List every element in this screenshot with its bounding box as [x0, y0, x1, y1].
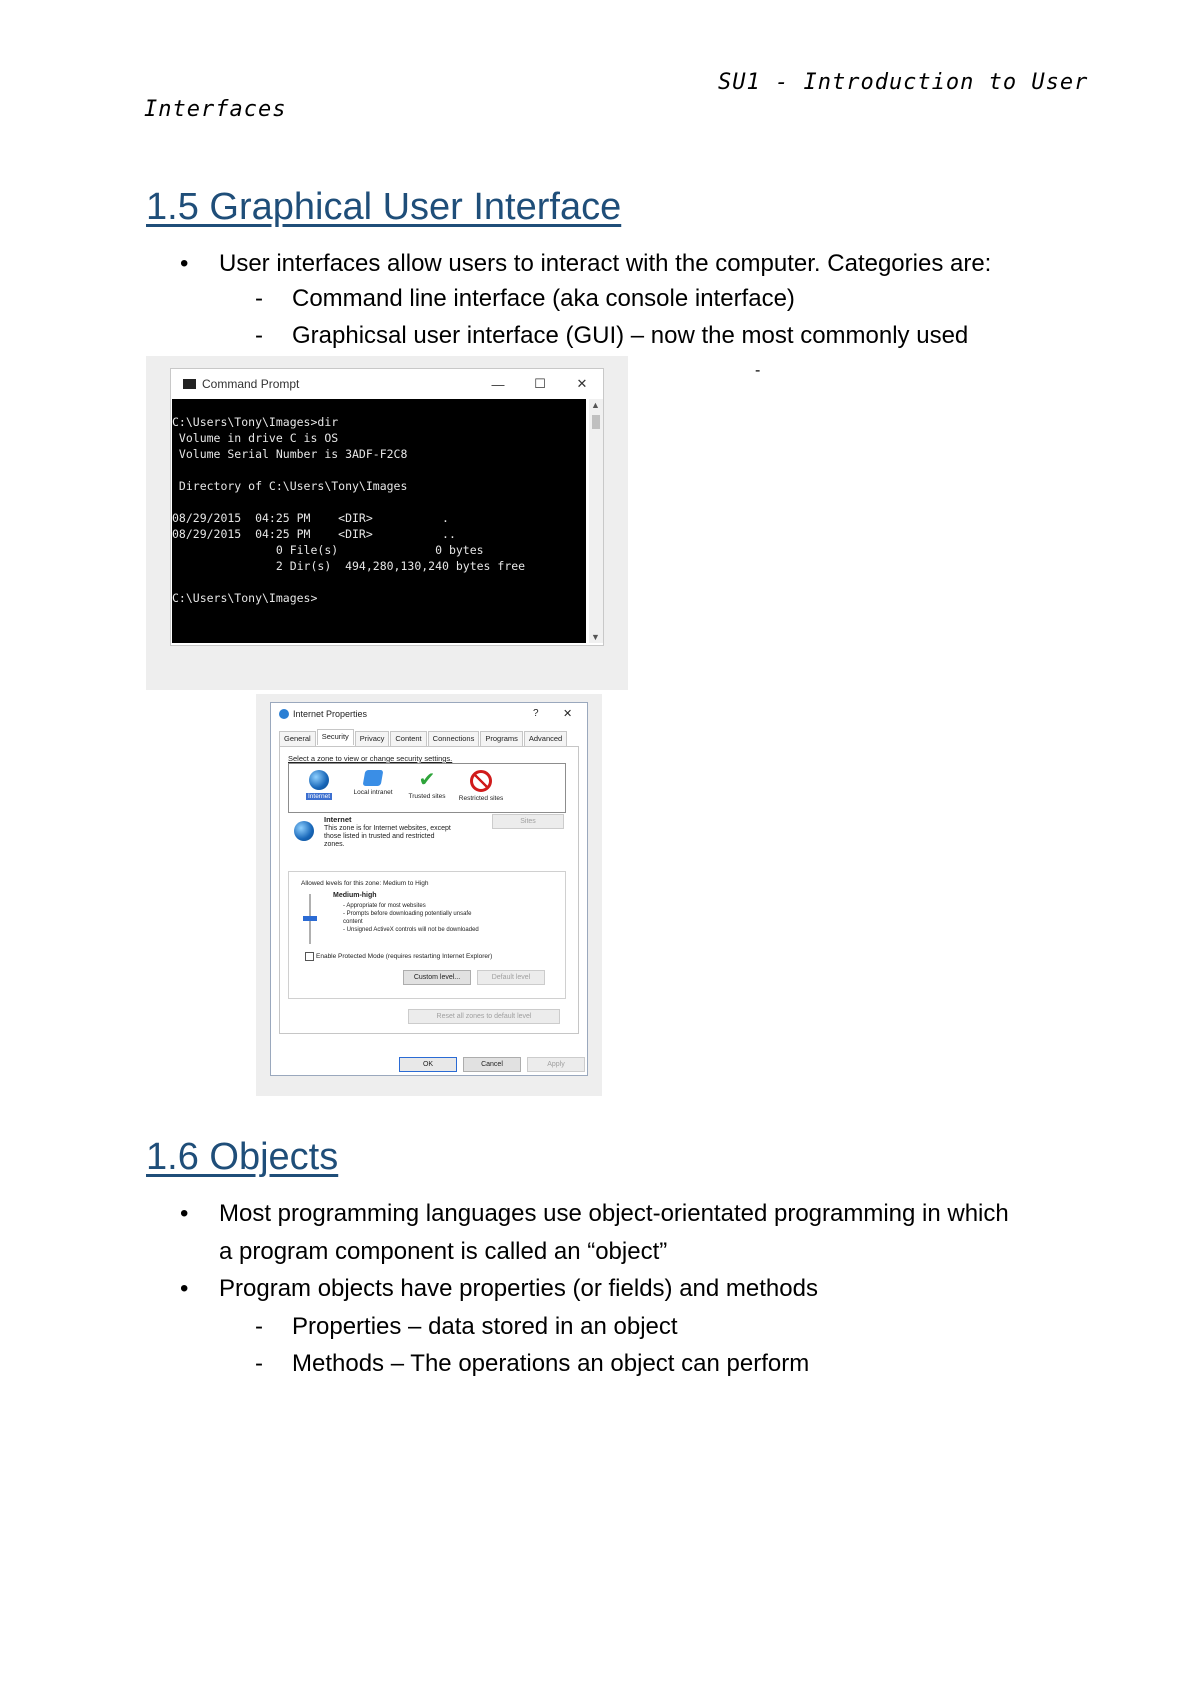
- internet-globe-icon: [279, 709, 289, 719]
- console-line: C:\Users\Tony\Images>: [172, 591, 318, 605]
- header-title-continued: Interfaces: [144, 97, 287, 122]
- dash-marker: -: [255, 285, 263, 312]
- tab-general: General: [279, 731, 316, 747]
- console-line: 08/29/2015 04:25 PM <DIR> .: [172, 511, 449, 525]
- command-prompt-window: [170, 368, 604, 646]
- zone-internet: [291, 770, 347, 800]
- internet-zone-icon: [294, 821, 314, 841]
- tab-security: Security: [317, 729, 354, 745]
- subitem-cli: Command line interface (aka console interface): [292, 285, 795, 312]
- zone-local-intranet: [345, 770, 401, 796]
- zone-label: Restricted sites: [458, 795, 504, 802]
- intranet-icon: [363, 770, 384, 786]
- console-line: 2 Dir(s) 494,280,130,240 bytes free: [172, 559, 526, 573]
- zone-label: Trusted sites: [408, 793, 446, 800]
- allowed-levels: Allowed levels for this zone: Medium to High: [301, 880, 429, 887]
- subitem-properties: Properties – data stored in an object: [292, 1313, 678, 1340]
- console-line: Directory of C:\Users\Tony\Images: [172, 479, 408, 493]
- security-level-box: [288, 871, 566, 999]
- section-heading-objects: 1.6 Objects: [146, 1136, 339, 1178]
- window-title: Command Prompt: [202, 377, 300, 391]
- bullet-text-oop: Most programming languages use object-orientated programming in which a program component is called an “object”: [219, 1200, 1009, 1265]
- tab-connections: Connections: [428, 731, 480, 747]
- dash-marker: -: [255, 322, 263, 349]
- default-level-button: Default level: [477, 970, 545, 985]
- checkbox-icon: [305, 952, 314, 961]
- protected-mode-checkbox: [305, 952, 492, 961]
- help-icon: ?: [533, 708, 539, 719]
- scroll-thumb: [592, 415, 600, 429]
- tab-advanced: Advanced: [524, 731, 567, 747]
- dialog-tabs: [279, 731, 568, 747]
- console-line: Volume Serial Number is 3ADF-F2C8: [172, 447, 408, 461]
- close-icon: ✕: [576, 376, 588, 391]
- sites-button: Sites: [492, 814, 564, 829]
- console-icon: [183, 379, 196, 389]
- zone-label: Internet: [307, 793, 331, 800]
- minimize-icon: —: [491, 376, 505, 392]
- subitem-gui: Graphicsal user interface (GUI) – now the most commonly used: [292, 322, 969, 349]
- maximize-icon: ☐: [534, 376, 546, 391]
- bullet-marker: •: [180, 250, 189, 277]
- internet-properties-dialog: [270, 702, 588, 1076]
- checkmark-icon: ✔: [418, 769, 436, 791]
- security-slider-thumb: [303, 916, 317, 921]
- level-point: - Appropriate for most websites: [343, 903, 426, 909]
- level-point: content: [343, 919, 363, 925]
- level-point: - Unsigned ActiveX controls will not be downloaded: [343, 927, 479, 933]
- security-panel: [279, 746, 579, 1034]
- reset-zones-button: Reset all zones to default level: [408, 1009, 560, 1024]
- globe-icon: [309, 770, 329, 790]
- security-level-name: Medium-high: [333, 892, 377, 899]
- header-title: SU1 - Introduction to User: [718, 70, 1089, 95]
- console-line: Volume in drive C is OS: [172, 431, 339, 445]
- restricted-icon: [470, 770, 492, 792]
- protected-mode-label: Enable Protected Mode (requires restarting Internet Explorer): [316, 953, 493, 961]
- bullet-marker: •: [180, 1200, 189, 1227]
- dash-marker: -: [255, 1313, 263, 1340]
- apply-button: Apply: [527, 1057, 585, 1072]
- cancel-button: Cancel: [463, 1057, 521, 1072]
- scroll-up-icon: ▲: [591, 400, 600, 410]
- tab-content: Content: [390, 731, 426, 747]
- dialog-title: Internet Properties: [293, 709, 368, 719]
- zone-caption: Select a zone to view or change security settings.: [288, 754, 453, 763]
- console-line: 08/29/2015 04:25 PM <DIR> ..: [172, 527, 456, 541]
- zone-trusted-sites: [399, 770, 455, 800]
- custom-level-button: Custom level...: [403, 970, 471, 985]
- close-icon: ✕: [563, 708, 573, 720]
- dialog-titlebar: [271, 703, 587, 725]
- command-prompt-titlebar: [171, 369, 603, 399]
- scroll-down-icon: ▼: [591, 632, 600, 642]
- stray-dash: -: [755, 362, 761, 379]
- zone-name: Internet: [324, 815, 352, 824]
- subitem-methods: Methods – The operations an object can perform: [292, 1350, 810, 1377]
- section-heading-gui: 1.5 Graphical User Interface: [146, 186, 622, 228]
- console-line: C:\Users\Tony\Images>dir: [172, 415, 339, 429]
- console-line: 0 File(s) 0 bytes: [172, 543, 484, 557]
- console-scrollbar: [589, 399, 603, 643]
- zone-restricted-sites: [453, 770, 509, 802]
- bullet-text-properties-methods: Program objects have properties (or fields) and methods: [219, 1275, 818, 1302]
- bullet-marker: •: [180, 1275, 189, 1302]
- ok-button: OK: [399, 1057, 457, 1072]
- level-point: - Prompts before downloading potentially unsafe: [343, 911, 472, 917]
- dash-marker: -: [255, 1350, 263, 1377]
- bullet-text: User interfaces allow users to interact with the computer. Categories are:: [219, 250, 992, 277]
- zone-description: This zone is for Internet websites, except those listed in trusted and restricted zones.: [324, 825, 451, 848]
- tab-privacy: Privacy: [355, 731, 390, 747]
- security-level-points: [343, 902, 479, 934]
- zone-list: [288, 763, 566, 813]
- console-output: [172, 399, 586, 643]
- tab-programs: Programs: [480, 731, 523, 747]
- zone-label: Local intranet: [353, 789, 393, 796]
